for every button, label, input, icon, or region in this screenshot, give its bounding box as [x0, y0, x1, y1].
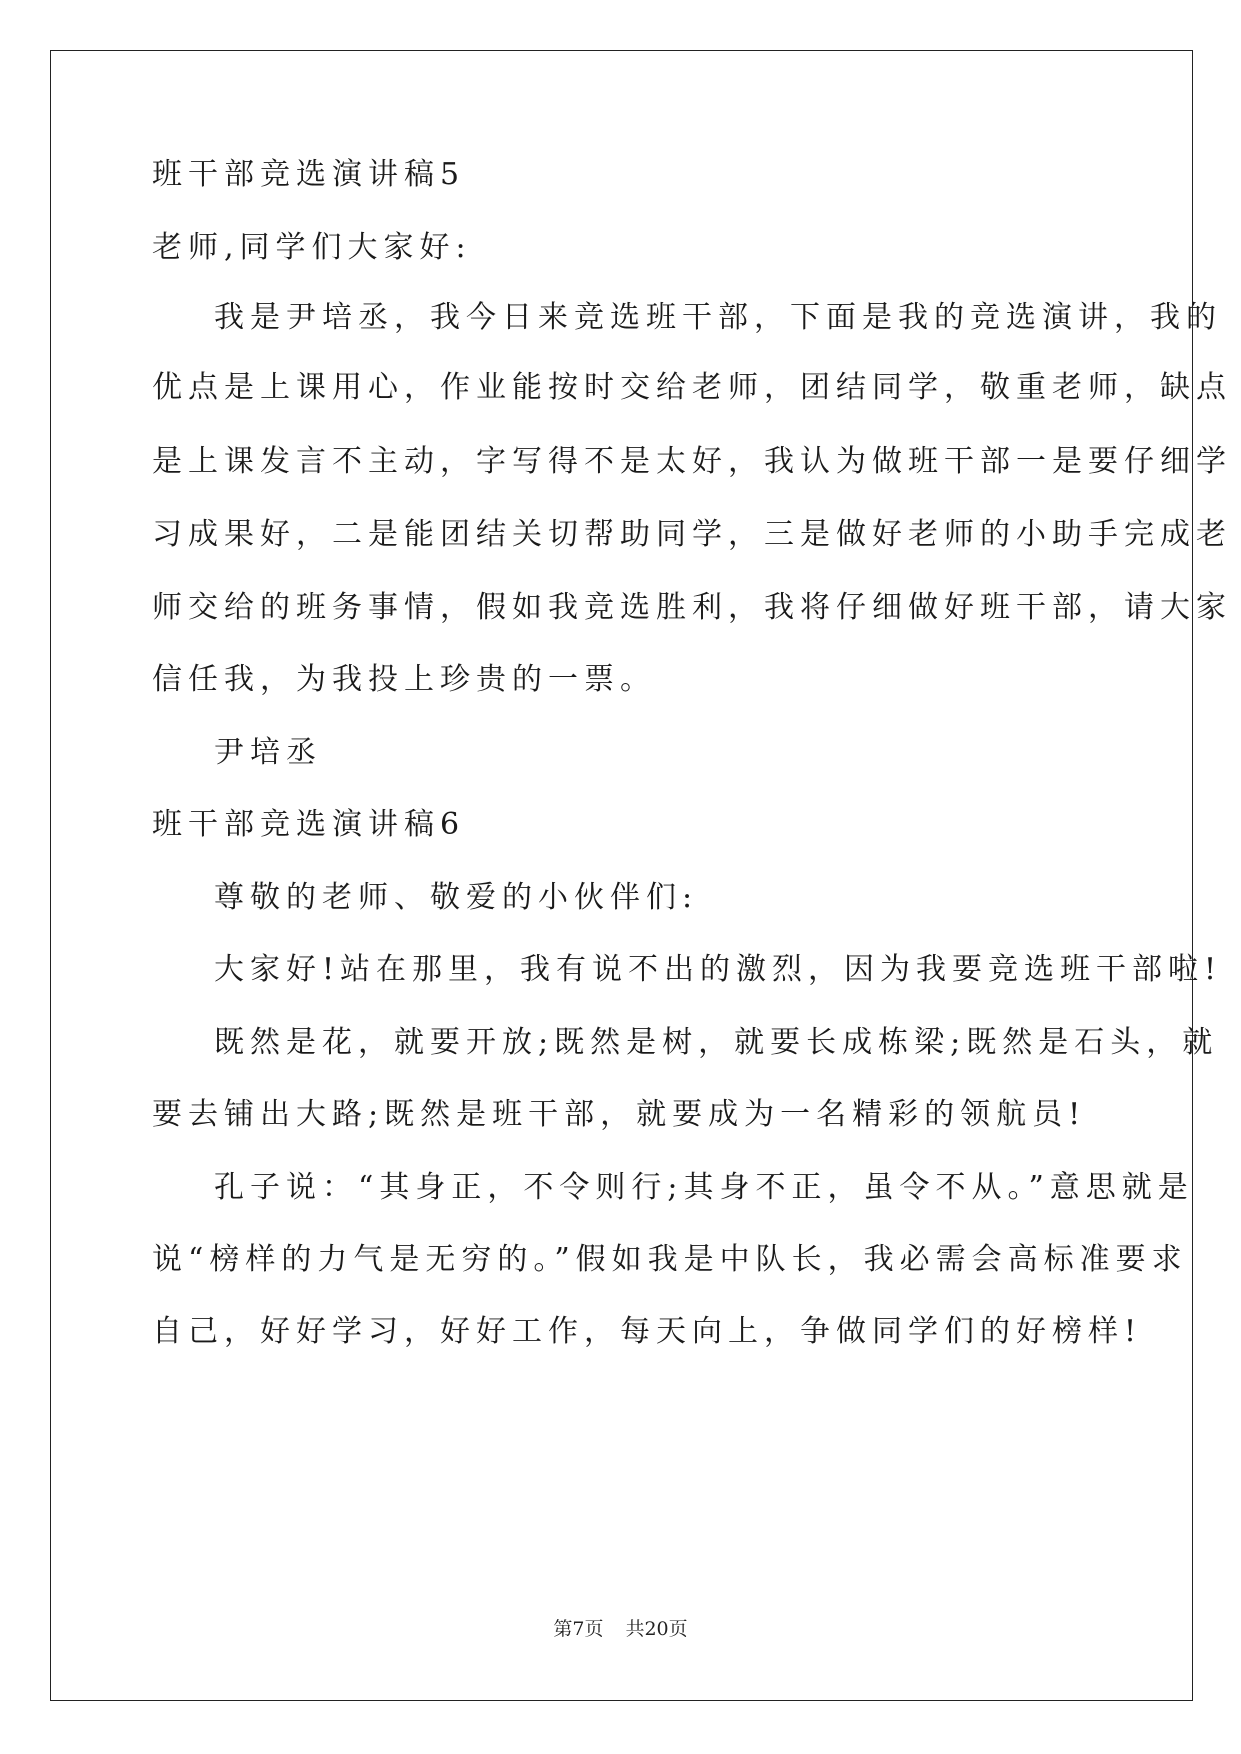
- page-number: 第7页: [553, 1618, 604, 1640]
- paragraph-line: 要去铺出大路;既然是班干部，就要成为一名精彩的领航员!: [152, 1097, 1087, 1132]
- paragraph-line: 我是尹培丞，我今日来竞选班干部，下面是我的竞选演讲，我的: [214, 300, 1222, 335]
- paragraph-line: 孔子说：“其身正，不令则行;其身不正，虽令不从。”意思就是: [214, 1170, 1194, 1205]
- paragraph-line: 优点是上课用心，作业能按时交给老师，团结同学，敬重老师，缺点: [152, 370, 1232, 405]
- page-footer: [0, 1617, 1241, 1641]
- paragraph-line: 既然是花，就要开放;既然是树，就要长成栋梁;既然是石头，就: [214, 1025, 1219, 1060]
- paragraph-line: 自己，好好学习，好好工作，每天向上，争做同学们的好榜样!: [152, 1314, 1143, 1349]
- paragraph-line: 说“榜样的力气是无穷的。”假如我是中队长，我必需会高标准要求: [152, 1242, 1188, 1277]
- page-total: 共20页: [625, 1618, 688, 1640]
- paragraph-line: 师交给的班务事情，假如我竞选胜利，我将仔细做好班干部，请大家: [152, 590, 1232, 625]
- section-title-5: 班干部竞选演讲稿5: [152, 157, 466, 192]
- greeting-5: 老师,同学们大家好:: [152, 230, 472, 265]
- paragraph-line: 大家好!站在那里，我有说不出的激烈，因为我要竞选班干部啦!: [214, 952, 1223, 987]
- paragraph-line: 信任我，为我投上珍贵的一票。: [152, 662, 656, 697]
- section-title-6: 班干部竞选演讲稿6: [152, 807, 466, 842]
- greeting-6: 尊敬的老师、敬爱的小伙伴们:: [214, 880, 699, 915]
- signature: 尹培丞: [214, 735, 322, 770]
- paragraph-line: 习成果好，二是能团结关切帮助同学，三是做好老师的小助手完成老: [152, 517, 1232, 552]
- paragraph-line: 是上课发言不主动，字写得不是太好，我认为做班干部一是要仔细学: [152, 444, 1232, 479]
